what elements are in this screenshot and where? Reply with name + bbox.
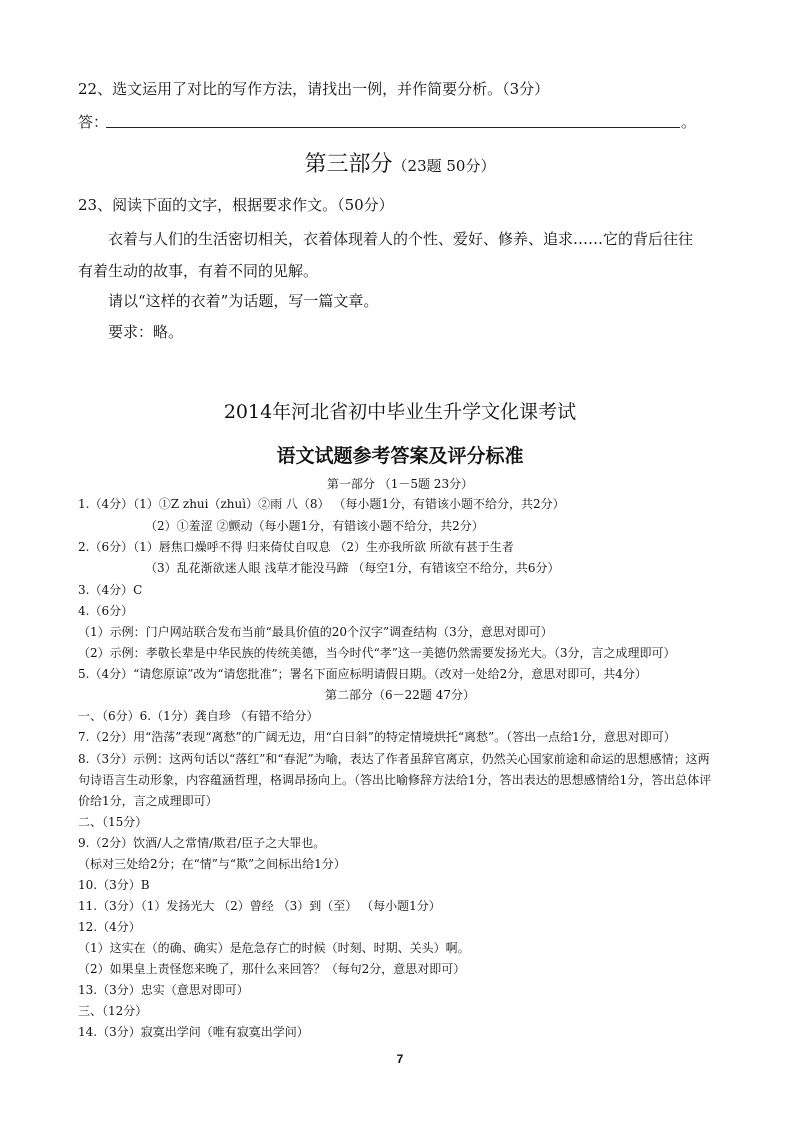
answer-line: （2）示例：孝敬长辈是中华民族的传统美德，当今时代“孝”这一美德仍然需要发扬光大。（3分，言之成理即可） xyxy=(78,646,676,660)
answer-line: 9.（2分）饮酒/人之常情/欺君/臣子之大罪也。 xyxy=(78,836,326,850)
answer-line: 三、（12分） xyxy=(78,1004,148,1018)
answer-line: （1）这实在（的确、确实）是危急存亡的时候（时刻、时期、关头）啊。 xyxy=(78,941,470,955)
answer-line: 4.（6分） xyxy=(78,604,134,618)
answer-line: 12.（4分） xyxy=(78,920,141,934)
page-number: 7 xyxy=(396,1052,404,1066)
part3-heading-sub: （23题 50分） xyxy=(392,157,496,175)
answer-line: （1）示例：门户网站联合发布当前“最具价值的20个汉字”调查结构（3分，意思对即可） xyxy=(78,625,553,639)
answer-key-title: 2014年河北省初中毕业生升学文化课考试 xyxy=(223,401,577,423)
answer-underline xyxy=(106,127,680,128)
answer-line: 二、（15分） xyxy=(78,815,148,829)
essay-prompt-line1: 衣着与人们的生活密切相关，衣着体现着人的个性、爱好、修养、追求……它的背后往往 xyxy=(108,230,694,248)
answer-line: （3）乱花渐欲迷人眼 浅草才能没马蹄 （每空1分，有错该空不给分，共6分） xyxy=(145,561,560,575)
question-22: 22、选文运用了对比的写作方法，请找出一例，并作简要分析。（3分） xyxy=(78,80,550,98)
answer-line: 14.（3分）寂寞出学问（唯有寂寞出学问） xyxy=(78,1025,309,1039)
answer-line: （标对三处给2分；在“情”与“欺”之间标出给1分） xyxy=(78,857,346,871)
essay-topic: 请以“这样的衣着”为话题，写一篇文章。 xyxy=(108,292,379,310)
answer-line: 10.（3分）B xyxy=(78,878,150,892)
answer-line: （2）如果皇上责怪您来晚了，那什么来回答？（每句2分，意思对即可） xyxy=(78,962,466,976)
section-2-heading: 第二部分（6－22题 47分） xyxy=(325,688,475,702)
answer-line: 7.（2分）用“浩荡”表现“离愁”的广阔无边，用“白日斜”的特定情境烘托“离愁”。（答出一点给1分，意思对即可） xyxy=(78,730,676,744)
part3-heading xyxy=(0,147,800,178)
answer-key-subtitle: 语文试题参考答案及评分标准 xyxy=(276,445,524,467)
answer-label: 答： xyxy=(78,113,109,131)
essay-prompt-line2: 有着生动的故事，有着不同的见解。 xyxy=(78,262,319,280)
answer-line: 2.（6分）（1）唇焦口燥呼不得 归来倚仗自叹息 （2）生亦我所欲 所欲有甚于生者 xyxy=(78,540,514,554)
question-23: 23、阅读下面的文字，根据要求作文。（50分） xyxy=(78,196,394,214)
essay-requirement: 要求：略。 xyxy=(108,323,184,341)
answer-line: （2）①羞涩 ②颤动（每小题1分，有错该小题不给分，共2分） xyxy=(145,519,484,533)
answer-line: 1.（4分）（1）①Z zhui（zhuì）②雨 八（8） （每小题1分，有错该小题不给分，共2分） xyxy=(78,497,565,511)
answer-line: 11.（3分）（1）发扬光大 （2）曾经 （3）到（至） （每小题1分） xyxy=(78,899,441,913)
answer-paragraph: 8.（3分）示例：这两句话以“落红”和“春泥”为喻，表达了作者虽辞官离京，仍然关心国家前途和命运的思想感情；这两句诗语言生动形象，内容蕴涵哲理，格调昂扬向上。（答出比喻修辞方法给1分，答出表达的思想感情给1分，答出总体评价给1分，言之成理即可） xyxy=(78,752,712,808)
answer-line: 一、（6分）6.（1分）龚自珍 （有错不给分） xyxy=(78,709,319,723)
answer-line: 3.（4分）C xyxy=(78,583,143,597)
section-1-heading: 第一部分 （1－5题 23分） xyxy=(326,477,474,491)
part3-heading-main: 第三部分 xyxy=(304,152,393,177)
answer-end-mark: 。 xyxy=(681,113,697,131)
answer-line: 13.（3分）忠实（意思对即可） xyxy=(78,983,249,997)
answer-line: 5.（4分）“请您原谅”改为“请您批准”；署名下面应标明请假日期。（改对一处给2分，意思对即可，共4分） xyxy=(78,667,647,681)
